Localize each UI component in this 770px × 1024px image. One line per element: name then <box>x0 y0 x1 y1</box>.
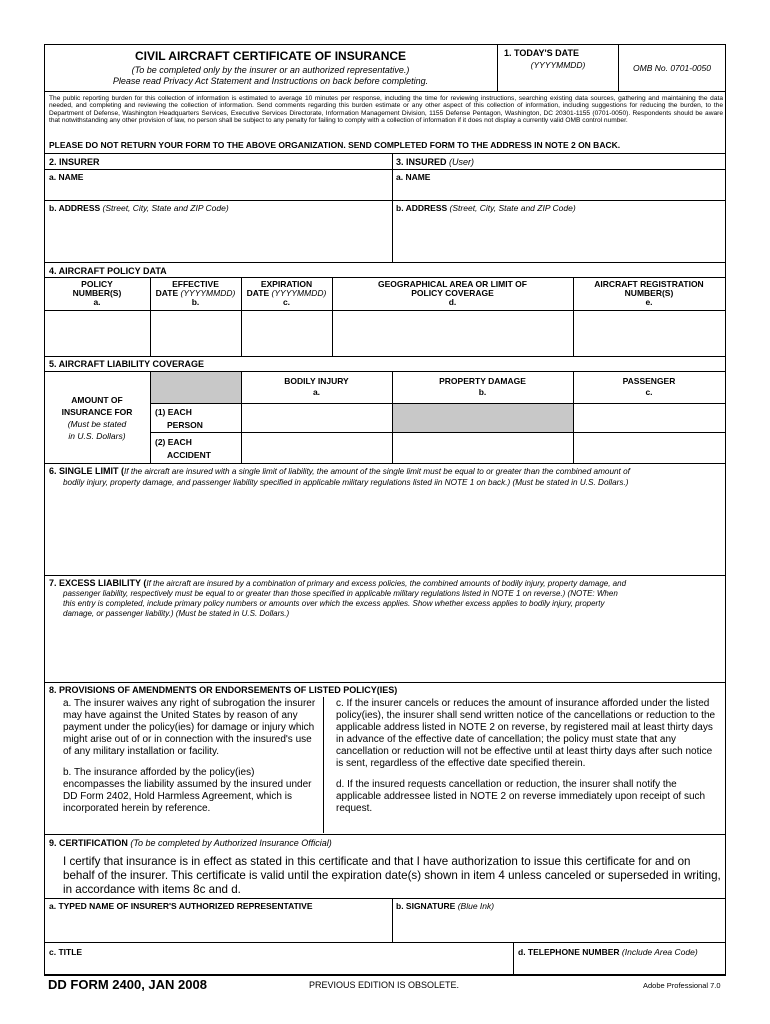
insured-name-field[interactable] <box>394 184 724 199</box>
property-damage-letter: b. <box>478 387 487 397</box>
title-label: c. TITLE <box>49 947 83 957</box>
liability-col-line-1 <box>150 371 151 463</box>
single-limit-text-1: If the aircraft are insured with a single limit of liability, the amount of the single limit must be equal to or greater than the combined amount of <box>124 467 630 476</box>
form-identifier: DD FORM 2400, JAN 2008 <box>48 977 207 992</box>
sec7-bottom-line <box>44 682 726 683</box>
phone-field[interactable] <box>515 958 724 973</box>
software-note: Adobe Professional 7.0 <box>643 981 721 990</box>
effective-date-letter: b. <box>191 297 200 307</box>
expiration-date-hint: (YYYYMMDD) <box>271 288 327 298</box>
shaded-cell-property-person <box>393 404 573 432</box>
geo-area-field[interactable] <box>334 312 572 355</box>
insurer-address-hint: (Street, City, State and ZIP Code) <box>102 203 229 213</box>
registration-letter: e. <box>645 297 653 307</box>
policy-data-label: 4. AIRCRAFT POLICY DATA <box>49 266 167 276</box>
liability-row-line <box>150 432 726 433</box>
excess-text-1: If the aircraft are insured by a combination of primary and excess policies, the combined amounts of bodily injury, property damage, and <box>146 579 627 588</box>
provision-b: b. The insurance afforded by the policy(ies) encompasses the liability assumed by the insured under DD Form 2402, Hold Harmless Agreement, which is incorporated herein by reference. <box>63 767 312 814</box>
frame-left <box>44 44 45 975</box>
expiration-date-head-1: EXPIRATION <box>260 279 313 289</box>
expiration-date-field[interactable] <box>243 312 331 355</box>
typed-name-label: a. TYPED NAME OF INSURER'S AUTHORIZED REPRESENTATIVE <box>49 901 313 911</box>
phone-hint: (Include Area Code) <box>621 947 698 957</box>
bodily-per-person-field[interactable] <box>243 405 391 431</box>
excess-liability-field[interactable] <box>46 622 724 680</box>
amount-label-1: AMOUNT OF <box>71 395 123 405</box>
amount-label-4: in U.S. Dollars) <box>68 431 126 441</box>
signature-label: b. SIGNATURE <box>396 901 456 911</box>
each-accident-label-1: (2) EACH <box>155 437 192 447</box>
passenger-head: PASSENGER <box>622 376 676 386</box>
header-bottom-line <box>44 91 726 92</box>
provision-a: a. The insurer waives any right of subrogation the insurer may have against the United States by reason of any payment under the policy(ies) for damage or injury which might arise out of or in connection with the insured's use of any military installation or facility. <box>63 698 316 757</box>
policy-number-head-1: POLICY <box>81 279 113 289</box>
amount-label-3: (Must be stated <box>67 419 127 429</box>
excess-text-3: this entry is completed, include primary policy numbers or amounts over which the excess applies. Show whether excess applies to bodily injury, property <box>63 599 605 608</box>
policy-header-line <box>44 277 726 278</box>
signature-hint: (Blue Ink) <box>457 901 495 911</box>
geo-area-head-2: POLICY COVERAGE <box>411 288 494 298</box>
insurer-address-label: b. ADDRESS <box>49 203 101 213</box>
policy-subheader-line <box>44 310 726 311</box>
certification-label: 9. CERTIFICATION <box>49 838 128 848</box>
insured-name-label: a. NAME <box>396 172 431 182</box>
typed-name-field[interactable] <box>46 914 390 941</box>
single-limit-text-2: bodily injury, property damage, and passenger liability specified in applicable military regulations listed iin NOTE 1 on back.) (Must be stated in U.S. Dollars.) <box>63 478 629 487</box>
insurer-name-label: a. NAME <box>49 172 84 182</box>
effective-date-head-2: DATE <box>155 288 179 298</box>
property-per-accident-field[interactable] <box>394 434 572 462</box>
insurer-label: 2. INSURER <box>49 157 100 167</box>
sec5-bottom-line <box>44 463 726 464</box>
todays-date-label: 1. TODAY'S DATE <box>504 48 579 58</box>
name-row-line <box>44 200 726 201</box>
registration-head-2: NUMBER(S) <box>624 288 674 298</box>
sec8-bottom-line <box>44 834 726 835</box>
cert-text-bottom-line <box>44 898 726 899</box>
registration-head-1: AIRCRAFT REGISTRATION <box>594 279 704 289</box>
geo-area-head-1: GEOGRAPHICAL AREA OR LIMIT OF <box>378 279 527 289</box>
liability-label: 5. AIRCRAFT LIABILITY COVERAGE <box>49 359 205 369</box>
excess-text-4: damage, or passenger liability.) (Must be stated in U.S. Dollars.) <box>63 609 290 618</box>
frame-right <box>725 44 726 975</box>
form-title: CIVIL AIRCRAFT CERTIFICATE OF INSURANCE <box>134 49 407 63</box>
frame-top <box>44 44 726 45</box>
expiration-date-letter: c. <box>282 297 291 307</box>
provision-d: d. If the insured requests cancellation or reduction, the insurer shall notify the applicable addressee listed in NOTE 2 on reverse immediately upon receipt of such request. <box>336 779 706 814</box>
burden-statement: The public reporting burden for this collection of information is estimated to average 10 minutes per response, including the time for reviewing instructions, searching existing data sources, gathering and maintaining the data needed, and completing and reviewing the collection of information. Send comments regarding this burden estimate or any other aspect of this collection of information, including suggestions for reducing the burden, to the Department of Defense, Washington Headquarters Services, Executive Services Directorate, Information Management Division, 1155 Defense Pentagon, Washington, DC 20301-1155 (0701-0050). Respondents should be aware that notwithstanding any other provision of law, no person shall be subject to any penalty for failing to comply with a collection of information if it does not display a currently valid OMB control number. <box>49 95 723 125</box>
signature-field[interactable] <box>394 914 724 941</box>
title-phone-divider <box>513 942 514 975</box>
policy-number-head-2: NUMBER(S) <box>72 288 122 298</box>
provisions-divider <box>323 697 324 833</box>
excess-liability-label: 7. EXCESS LIABILITY ( <box>49 578 147 588</box>
insured-label-hint: (User) <box>449 157 475 167</box>
provisions-label: 8. PROVISIONS OF AMENDMENTS OR ENDORSEMENTS OF LISTED POLICY(IES) <box>49 685 398 695</box>
return-notice: PLEASE DO NOT RETURN YOUR FORM TO THE ABOVE ORGANIZATION. SEND COMPLETED FORM TO THE ADDRESS IN NOTE 2 ON BACK. <box>49 140 621 150</box>
insured-address-hint: (Street, City, State and ZIP Code) <box>449 203 576 213</box>
phone-label: d. TELEPHONE NUMBER <box>518 947 620 957</box>
policy-number-letter: a. <box>93 297 101 307</box>
amount-label-2: INSURANCE FOR <box>61 407 133 417</box>
liability-header-line <box>44 371 726 372</box>
frame-bottom <box>44 974 726 976</box>
bodily-per-accident-field[interactable] <box>243 434 391 462</box>
previous-edition-note: PREVIOUS EDITION IS OBSOLETE. <box>309 980 460 990</box>
todays-date-field[interactable] <box>499 72 617 90</box>
insured-address-label: b. ADDRESS <box>396 203 448 213</box>
single-limit-field[interactable] <box>46 492 724 573</box>
insured-label: 3. INSURED <box>396 157 447 167</box>
provision-c: c. If the insurer cancels or reduces the amount of insurance afforded under the listed policy(ies), the insurer shall send written notice of the cancellations or reduction to the applicable address listed in NOTE 2 on reverse, by registered mail at least thirty days in advance of the effective date of cancellation; the policy must state that any cancellation or reduction will not be effective until at least thirty days after such notice is sent, regardless of the effective date specified therein. <box>336 698 716 769</box>
registration-field[interactable] <box>575 312 724 355</box>
title-field[interactable] <box>46 958 511 973</box>
effective-date-hint: (YYYYMMDD) <box>180 288 236 298</box>
insurer-name-field[interactable] <box>46 184 390 199</box>
insurer-address-field[interactable] <box>46 216 390 260</box>
sec4-bottom-line <box>44 356 726 357</box>
policy-number-field[interactable] <box>46 312 149 355</box>
each-person-label-2: PERSON <box>167 420 203 430</box>
passenger-letter: c. <box>645 387 653 397</box>
bodily-injury-letter: a. <box>312 387 321 397</box>
omb-number: OMB No. 0701-0050 <box>633 63 711 73</box>
each-person-label-1: (1) EACH <box>155 407 192 417</box>
date-format-hint: (YYYYMMDD) <box>530 60 586 70</box>
single-limit-label: 6. SINGLE LIMIT ( <box>49 466 125 476</box>
certification-text: I certify that insurance is in effect as stated in this certificate and that I have authorization to issue this certificate for and on behalf of the insurer. This certificate is valid until the expiration date(s) shown in item 4 unless canceled or superseded in writing, in accordance with items 8c and d. <box>63 855 721 896</box>
signature-row-line <box>44 942 726 943</box>
shaded-cell-header <box>151 372 241 403</box>
certification-hint: (To be completed by Authorized Insurance Official) <box>130 838 332 848</box>
geo-area-letter: d. <box>448 297 457 307</box>
form-subtitle: (To be completed only by the insurer or an authorized representative.) <box>131 65 410 75</box>
sec23-bottom-line <box>44 262 726 263</box>
effective-date-field[interactable] <box>152 312 240 355</box>
bodily-injury-head: BODILY INJURY <box>284 376 349 386</box>
passenger-per-person-field[interactable] <box>575 405 724 431</box>
effective-date-head-1: EFFECTIVE <box>172 279 219 289</box>
sec23-header-line <box>44 169 726 170</box>
sec6-bottom-line <box>44 575 726 576</box>
liability-subheader-line <box>150 403 726 404</box>
passenger-per-accident-field[interactable] <box>575 434 724 462</box>
each-accident-label-2: ACCIDENT <box>167 450 211 460</box>
burden-bottom-line <box>44 153 726 154</box>
excess-text-2: passenger liability, respectively must be equal to or greater than those specified in applicable military regulations listed in NOTE 1 on reverse.) (NOTE: When <box>63 589 618 598</box>
privacy-note: Please read Privacy Act Statement and Instructions on back before completing. <box>112 76 429 86</box>
name-signature-divider <box>392 898 393 942</box>
property-damage-head: PROPERTY DAMAGE <box>439 376 526 386</box>
insured-address-field[interactable] <box>394 216 724 260</box>
expiration-date-head-2: DATE <box>246 288 270 298</box>
